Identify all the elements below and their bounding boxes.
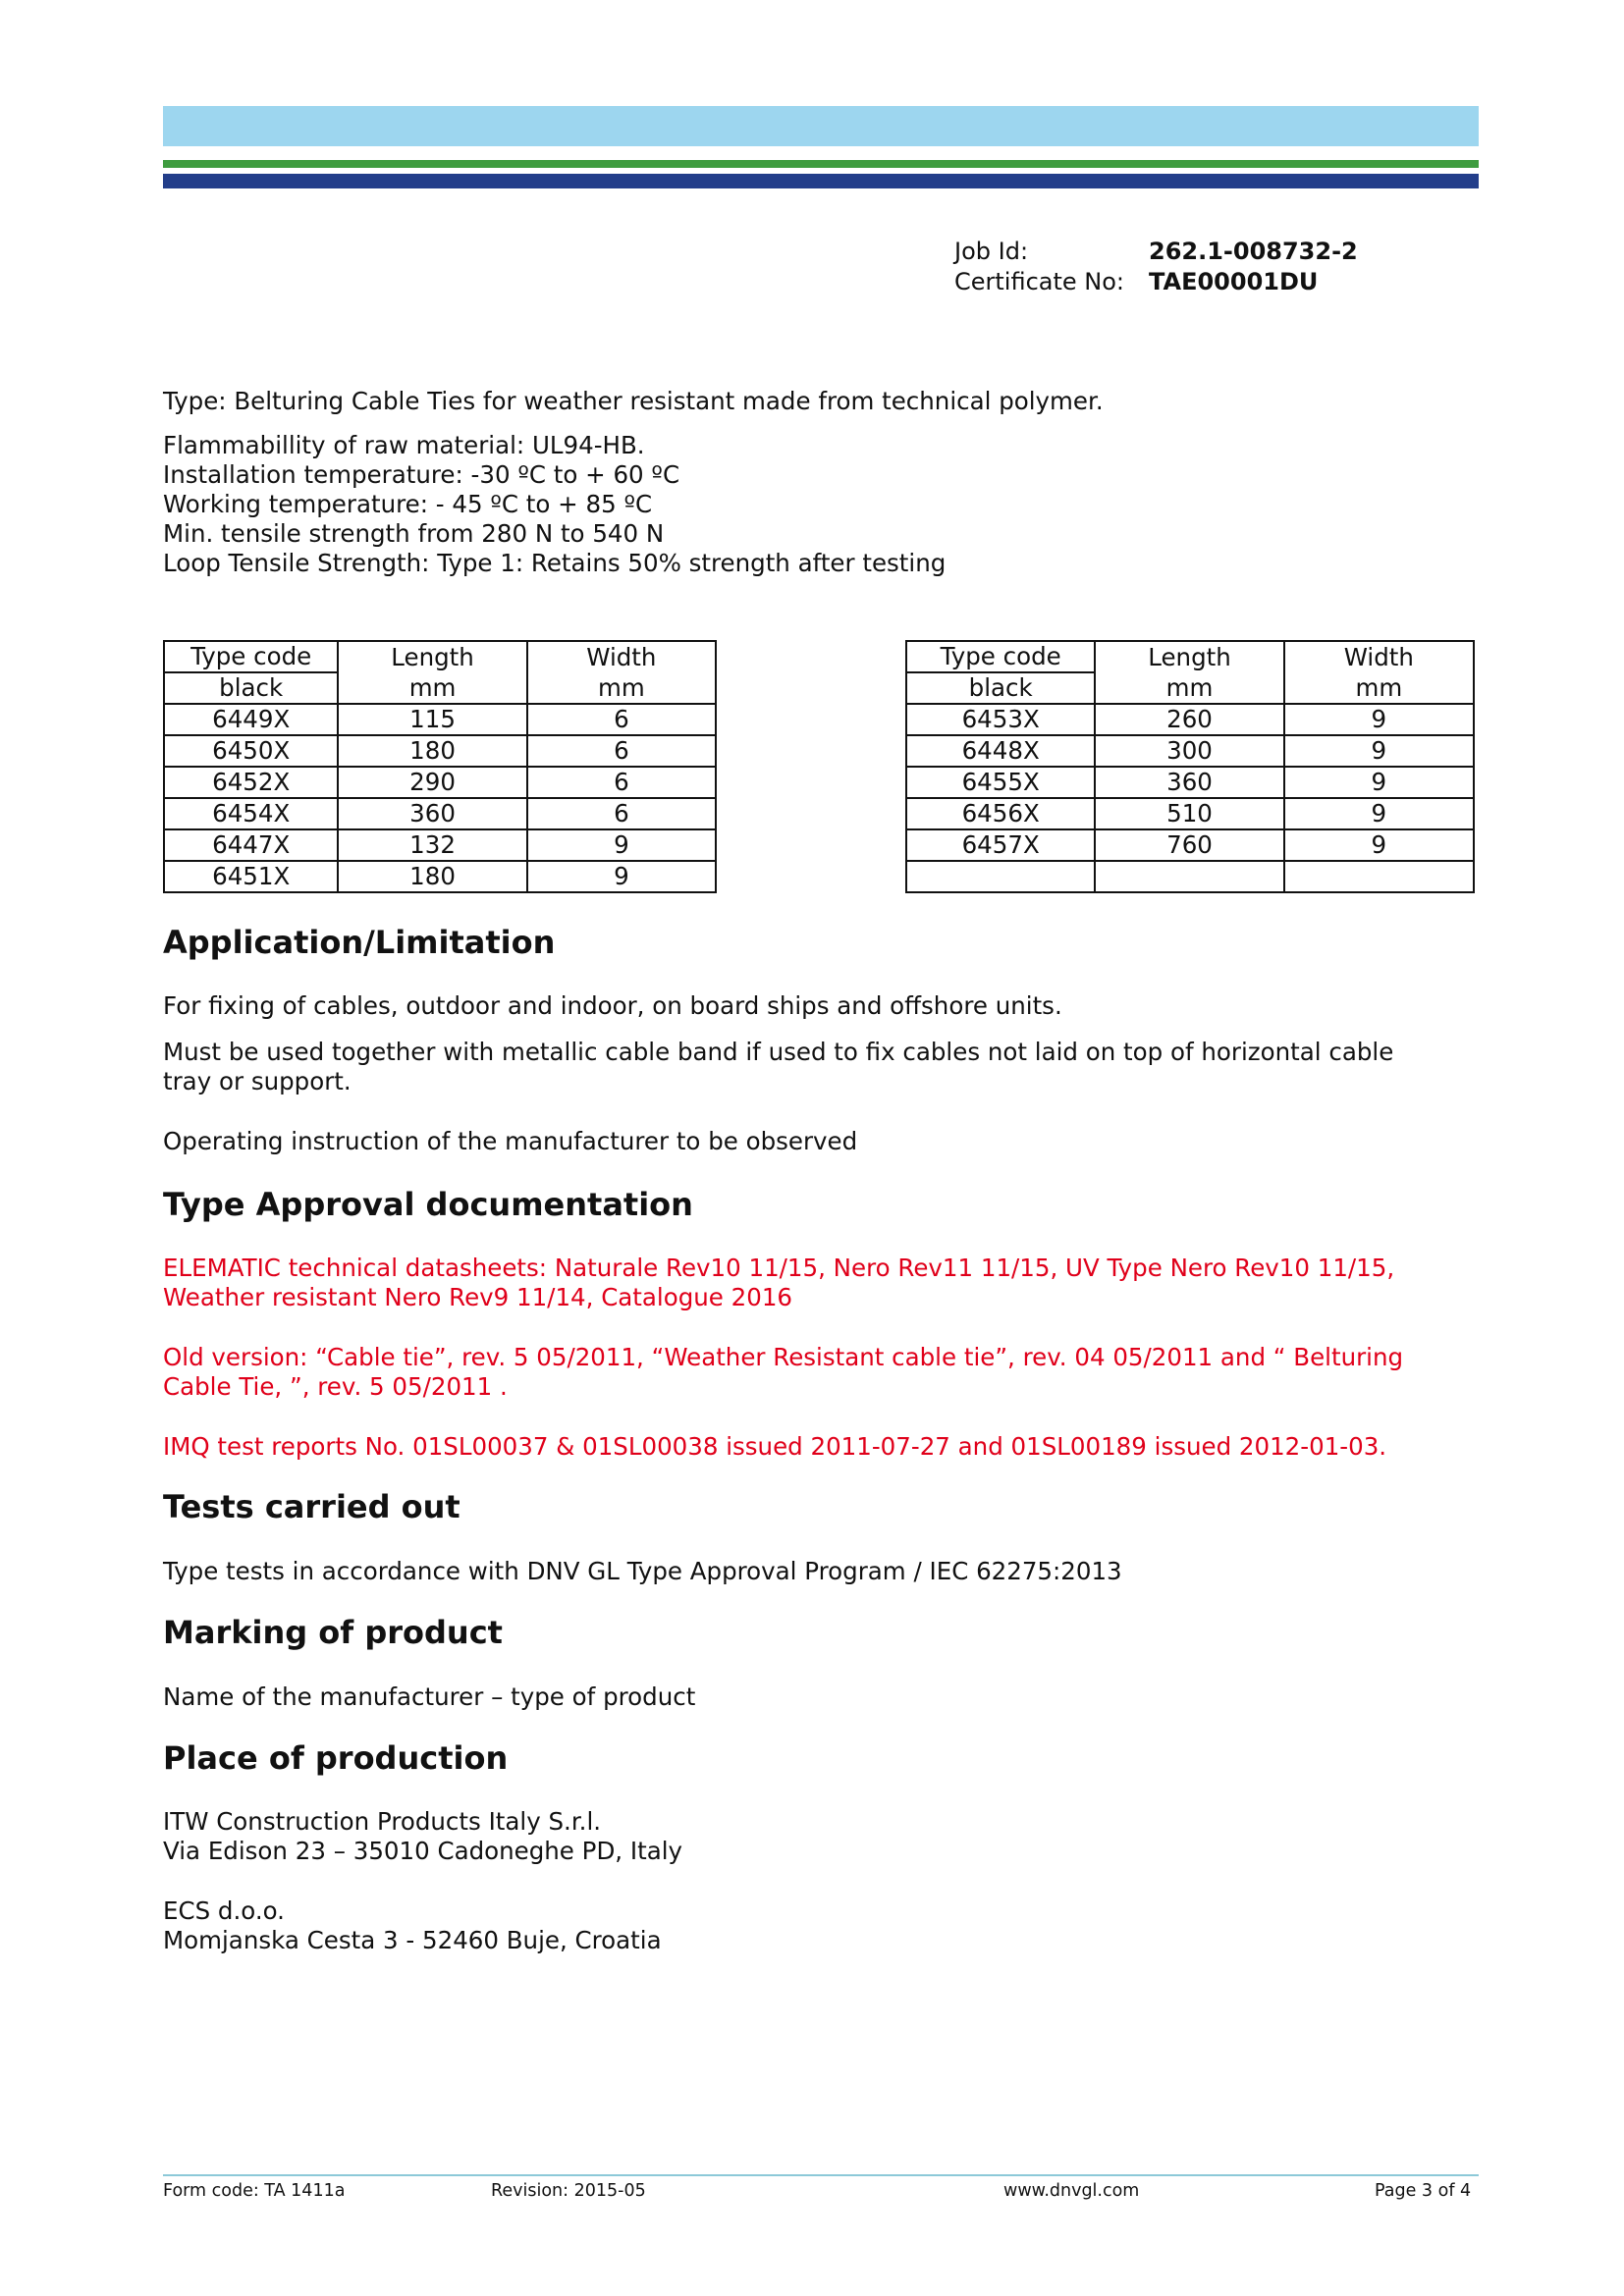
table-row-empty: [906, 861, 1474, 892]
product-type-line: Type: Belturing Cable Ties for weather resistant made from technical polymer.: [163, 387, 1104, 415]
length-cell: 180: [338, 735, 526, 767]
type-code-cell: 6456X: [906, 798, 1095, 829]
job-id-label: Job Id:: [954, 238, 1029, 265]
production-site-1-address: Via Edison 23 – 35010 Cadoneghe PD, Italy: [163, 1837, 683, 1865]
job-id-row: [954, 237, 1358, 267]
length-cell: 360: [338, 798, 526, 829]
table-header-row: [164, 641, 716, 672]
cable-tie-table-right: [905, 640, 1475, 893]
application-paragraph-2-line-1: Must be used together with metallic cable band if used to fix cables not laid on top of horizontal cable: [163, 1038, 1394, 1066]
footer-revision: Revision: 2015-05: [491, 2181, 646, 2201]
production-site-1-name: ITW Construction Products Italy S.r.l.: [163, 1807, 602, 1836]
table-row: [164, 735, 716, 767]
header-color-black: black: [164, 672, 338, 704]
width-cell: 9: [527, 861, 716, 892]
header-type-code: Type code: [164, 641, 338, 672]
header-length-unit: mm: [1095, 672, 1283, 704]
length-cell: 132: [338, 829, 526, 861]
type-code-cell: 6457X: [906, 829, 1095, 861]
type-code-cell: [906, 861, 1095, 892]
width-cell: 9: [527, 829, 716, 861]
header-bar-navy: [163, 174, 1479, 188]
production-site-2-name: ECS d.o.o.: [163, 1896, 285, 1925]
documentation-old-version-line-1: Old version: “Cable tie”, rev. 5 05/2011, “Weather Resistant cable tie”, rev. 04 05/2011 and “ Belturing: [163, 1343, 1404, 1371]
width-cell: 9: [1284, 767, 1474, 798]
length-cell: 300: [1095, 735, 1283, 767]
type-code-cell: 6447X: [164, 829, 338, 861]
footer-page-number: Page 3 of 4: [1375, 2181, 1472, 2201]
marking-heading: Marking of product: [163, 1614, 503, 1651]
table-row: [906, 829, 1474, 861]
table-header-row-2: [906, 672, 1474, 704]
length-cell: 290: [338, 767, 526, 798]
length-cell: 115: [338, 704, 526, 735]
length-cell: 510: [1095, 798, 1283, 829]
certificate-row: [954, 267, 1358, 297]
width-cell: 9: [1284, 829, 1474, 861]
footer-form-code: Form code: TA 1411a: [163, 2181, 346, 2201]
width-cell: 9: [1284, 704, 1474, 735]
application-paragraph-1: For fixing of cables, outdoor and indoor, on board ships and offshore units.: [163, 991, 1062, 1020]
documentation-datasheets-line-1: ELEMATIC technical datasheets: Naturale Rev10 11/15, Nero Rev11 11/15, UV Type Nero Rev10 11/15,: [163, 1254, 1395, 1282]
type-code-cell: 6455X: [906, 767, 1095, 798]
certificate-value: TAE00001DU: [1149, 268, 1319, 295]
header-width: Width: [1284, 641, 1474, 672]
header-bar-light-blue: [163, 106, 1479, 146]
table-header-row: [906, 641, 1474, 672]
application-heading: Application/Limitation: [163, 924, 556, 961]
width-cell: 6: [527, 798, 716, 829]
tests-paragraph: Type tests in accordance with DNV GL Type Approval Program / IEC 62275:2013: [163, 1557, 1122, 1585]
application-paragraph-3: Operating instruction of the manufacturer to be observed: [163, 1127, 858, 1155]
job-id-value: 262.1-008732-2: [1149, 238, 1358, 265]
length-cell: 760: [1095, 829, 1283, 861]
width-cell: 6: [527, 735, 716, 767]
header-length: Length: [338, 641, 526, 672]
width-cell: [1284, 861, 1474, 892]
length-cell: 260: [1095, 704, 1283, 735]
length-cell: 360: [1095, 767, 1283, 798]
table-row: [164, 798, 716, 829]
length-cell: [1095, 861, 1283, 892]
width-cell: 6: [527, 767, 716, 798]
table-row: [906, 798, 1474, 829]
production-site-2-address: Momjanska Cesta 3 - 52460 Buje, Croatia: [163, 1926, 662, 1954]
table-row: [906, 704, 1474, 735]
header-bar-green: [163, 160, 1479, 168]
table-row: [164, 829, 716, 861]
job-info-block: [954, 237, 1358, 297]
type-code-cell: 6454X: [164, 798, 338, 829]
width-cell: 9: [1284, 735, 1474, 767]
documentation-old-version-line-2: Cable Tie, ”, rev. 5 05/2011 .: [163, 1372, 508, 1401]
width-cell: 9: [1284, 798, 1474, 829]
application-paragraph-2-line-2: tray or support.: [163, 1067, 352, 1095]
spec-flammability: Flammabillity of raw material: UL94-HB.: [163, 431, 645, 459]
table-row: [906, 767, 1474, 798]
header-length: Length: [1095, 641, 1283, 672]
table-row: [906, 735, 1474, 767]
type-code-cell: 6452X: [164, 767, 338, 798]
header-width-unit: mm: [1284, 672, 1474, 704]
documentation-heading: Type Approval documentation: [163, 1186, 693, 1223]
table-row: [164, 861, 716, 892]
table-row: [164, 704, 716, 735]
footer-website-link[interactable]: www.dnvgl.com: [1003, 2181, 1140, 2201]
type-code-cell: 6449X: [164, 704, 338, 735]
cable-tie-table-left: [163, 640, 717, 893]
table-header-row-2: [164, 672, 716, 704]
type-code-cell: 6448X: [906, 735, 1095, 767]
marking-paragraph: Name of the manufacturer – type of product: [163, 1682, 696, 1711]
header-width-unit: mm: [527, 672, 716, 704]
header-length-unit: mm: [338, 672, 526, 704]
production-heading: Place of production: [163, 1739, 509, 1777]
footer-divider: [163, 2174, 1479, 2176]
header-type-code: Type code: [906, 641, 1095, 672]
spec-loop-tensile-strength: Loop Tensile Strength: Type 1: Retains 50% strength after testing: [163, 549, 947, 577]
tests-heading: Tests carried out: [163, 1488, 460, 1525]
table-row: [164, 767, 716, 798]
spec-installation-temperature: Installation temperature: -30 ºC to + 60 ºC: [163, 460, 680, 489]
spec-working-temperature: Working temperature: - 45 ºC to + 85 ºC: [163, 490, 653, 518]
header-color-black: black: [906, 672, 1095, 704]
documentation-datasheets-line-2: Weather resistant Nero Rev9 11/14, Catalogue 2016: [163, 1283, 793, 1311]
documentation-imq-reports: IMQ test reports No. 01SL00037 & 01SL00038 issued 2011-07-27 and 01SL00189 issued 2012-01-03.: [163, 1432, 1387, 1461]
length-cell: 180: [338, 861, 526, 892]
header-width: Width: [527, 641, 716, 672]
type-code-cell: 6451X: [164, 861, 338, 892]
type-code-cell: 6453X: [906, 704, 1095, 735]
certificate-label: Certificate No:: [954, 268, 1125, 295]
spec-tensile-strength: Min. tensile strength from 280 N to 540 N: [163, 519, 665, 548]
type-code-cell: 6450X: [164, 735, 338, 767]
width-cell: 6: [527, 704, 716, 735]
